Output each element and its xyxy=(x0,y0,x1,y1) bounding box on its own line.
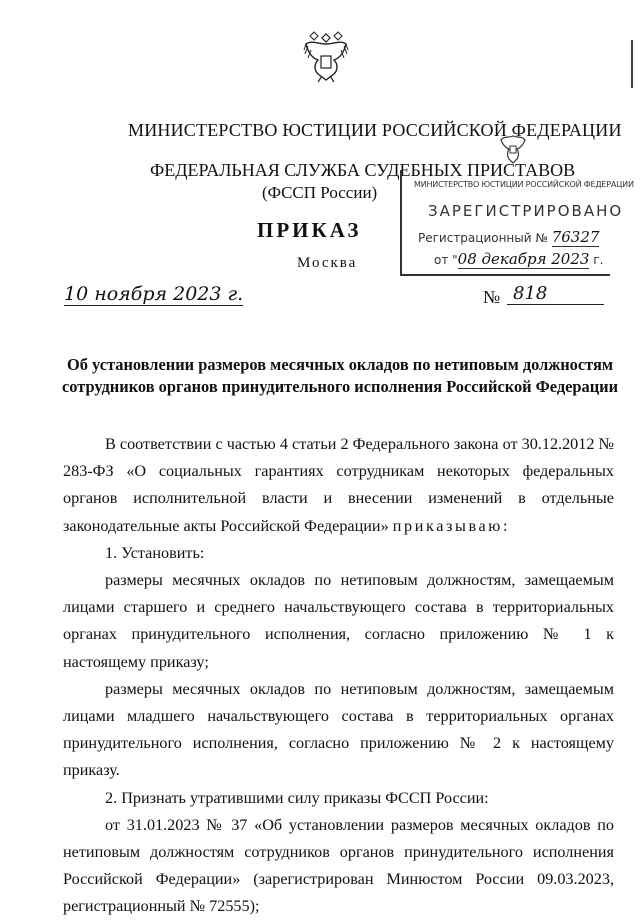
stamp-reg-number-line xyxy=(418,228,599,246)
order-date: 10 ноября 2023 г. xyxy=(64,283,244,305)
registration-stamp xyxy=(400,170,634,276)
stamp-registered-text: ЗАРЕГИСТРИРОВАНО xyxy=(428,202,624,220)
order-body xyxy=(63,431,614,921)
stamp-emblem-icon xyxy=(498,132,528,166)
city-name: Москва xyxy=(297,255,358,271)
stamp-date-line xyxy=(434,250,603,268)
intro-text: В соответствии с частью 4 статьи 2 Федерального закона от 30.12.2012 № 283-ФЗ «О социальных гарантиях сотрудникам некоторых федеральных органов исполнительной власти и внесении изменений в отдельные законодательные акты Российской Федерации» xyxy=(63,435,614,535)
service-short-name: (ФССП России) xyxy=(262,183,378,202)
stamp-date-value: 08 декабря 2023 xyxy=(457,250,590,268)
stamp-date-prefix: от " xyxy=(434,253,458,267)
item-1b: размеры месячных окладов по нетиповым должностям, замещаемым лицами младшего начальствующего состава в территориальных органах принудительного исполнения, согласно приложению № 2 к настоящему приказу. xyxy=(63,679,614,780)
ministry-name: МИНИСТЕРСТВО ЮСТИЦИИ РОССИЙСКОЙ ФЕДЕРАЦИИ xyxy=(128,120,622,140)
item-1a: размеры месячных окладов по нетиповым должностям, замещаемым лицами старшего и среднего начальствующего состава в территориальных органах принудительного исполнения, согласно приложению № 1 к настоящему приказу; xyxy=(63,571,614,671)
stamp-reg-label: Регистрационный № xyxy=(418,231,548,245)
stamp-reg-number: 76327 xyxy=(551,228,600,246)
order-number: 818 xyxy=(507,283,604,305)
coat-of-arms-icon xyxy=(300,26,352,86)
doc-type-title: ПРИКАЗ xyxy=(257,218,362,242)
order-word: приказываю: xyxy=(392,516,511,535)
order-number-label: № xyxy=(483,287,501,307)
scan-edge-mark xyxy=(631,40,633,88)
stamp-ministry-text: МИНИСТЕРСТВО ЮСТИЦИИ РОССИЙСКОЙ ФЕДЕРАЦИИ xyxy=(414,180,634,189)
intro-paragraph xyxy=(63,431,614,540)
item-2: 2. Признать утратившими силу приказы ФССП России: xyxy=(105,788,489,807)
stamp-date-suffix: г. xyxy=(593,253,604,267)
service-name: ФЕДЕРАЛЬНАЯ СЛУЖБА СУДЕБНЫХ ПРИСТАВОВ xyxy=(150,160,576,180)
item-1: 1. Установить: xyxy=(105,543,205,562)
item-2a: от 31.01.2023 № 37 «Об установлении размеров месячных окладов по нетиповым должностям сотрудников органов принудительного исполнения Российской Федерации» (зарегистрирован Минюстом России 09.03.2023, регистрационный № 72555); xyxy=(63,815,614,916)
order-heading: Об установлении размеров месячных окладов по нетиповым должностям сотрудников органов принудительного исполнения Российской Федерации xyxy=(61,355,619,396)
